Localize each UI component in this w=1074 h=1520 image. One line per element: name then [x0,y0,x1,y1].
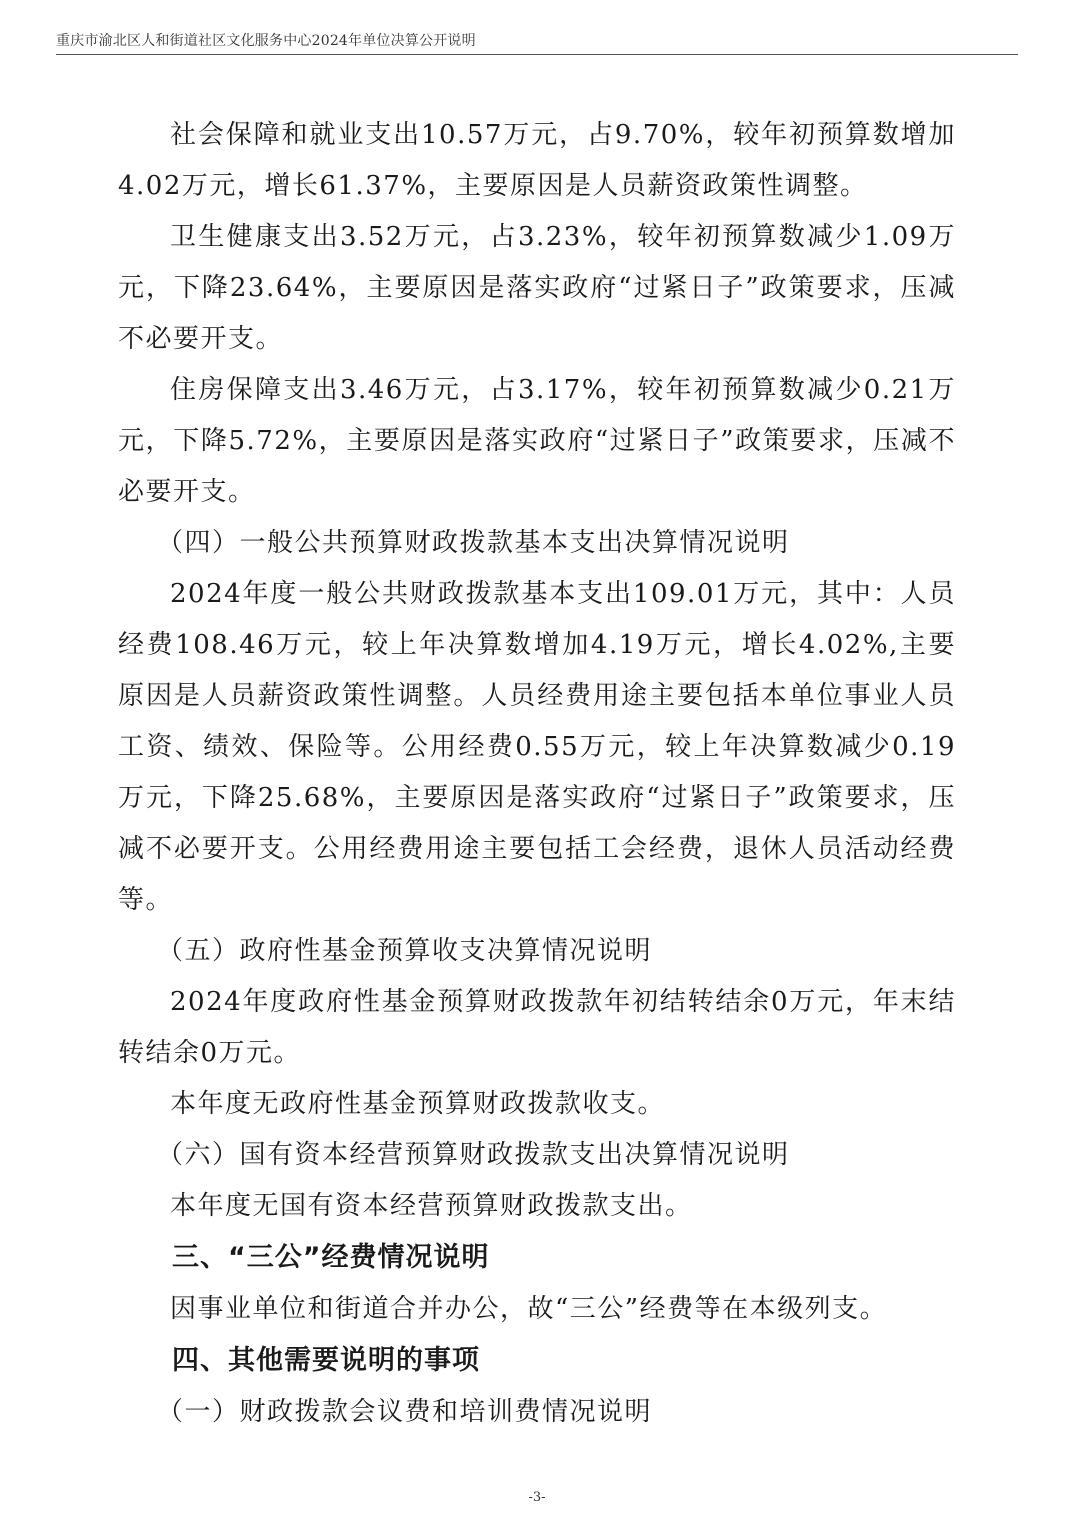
paragraph-three-public: 因事业单位和街道合并办公，故“三公”经费等在本级列支。 [170,1294,888,1324]
main-heading-other-matters: 四、其他需要说明的事项 [172,1345,480,1376]
section-heading-5: （五）政府性基金预算收支决算情况说明 [157,936,653,966]
document-body [118,110,956,1438]
running-header: 重庆市渝北区人和街道社区文化服务中心2024年单位决算公开说明 [56,33,476,49]
page-number: -3- [528,1490,546,1505]
paragraph-health: 卫生健康支出3.52万元，占3.23%，较年初预算数减少1.09万元，下降23.64%，主要原因是落实政府“过紧日子”政策要求，压减不必要开支。 [118,222,956,354]
paragraph-fund-balance: 2024年度政府性基金预算财政拨款年初结转结余0万元，年末结转结余0万元。 [118,987,956,1068]
section-heading-6: （六）国有资本经营预算财政拨款支出决算情况说明 [157,1140,790,1170]
paragraph-basic-expenditure: 2024年度一般公共财政拨款基本支出109.01万元，其中：人员经费108.46万元，较上年决算数增加4.19万元，增长4.02%,主要原因是人员薪资政策性调整。人员经费用途主要包括本单位事业人员工资、绩效、保险等。公用经费0.55万元，较上年决算数减少0.19万元，下降25.68%，主要原因是落实政府“过紧日子”政策要求，压减不必要开支。公用经费用途主要包括工会经费，退休人员活动经费等。 [118,579,956,915]
paragraph-no-fund: 本年度无政府性基金预算财政拨款收支。 [170,1089,666,1119]
header-rule [56,54,1018,55]
section-heading-meeting-training: （一）财政拨款会议费和培训费情况说明 [157,1397,653,1427]
section-heading-4: （四）一般公共预算财政拨款基本支出决算情况说明 [157,528,790,558]
paragraph-social-security: 社会保障和就业支出10.57万元，占9.70%，较年初预算数增加4.02万元，增长61.37%，主要原因是人员薪资政策性调整。 [118,120,956,201]
paragraph-housing: 住房保障支出3.46万元，占3.17%，较年初预算数减少0.21万元，下降5.72%，主要原因是落实政府“过紧日子”政策要求，压减不必要开支。 [118,375,956,507]
main-heading-three-public: 三、“三公”经费情况说明 [172,1242,490,1273]
paragraph-no-state-capital: 本年度无国有资本经营预算财政拨款支出。 [170,1191,693,1221]
